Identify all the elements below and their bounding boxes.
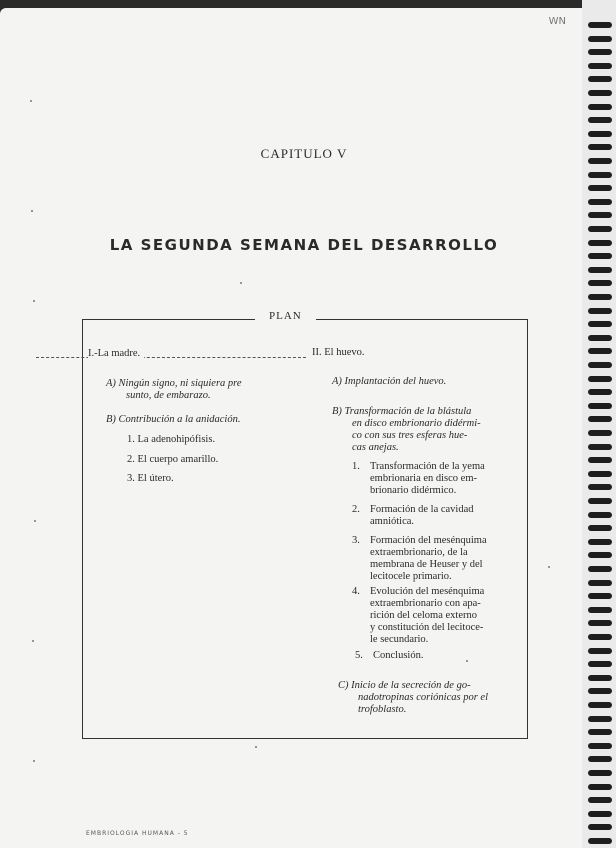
- spiral-coil: [588, 743, 612, 749]
- spiral-coil: [588, 811, 612, 817]
- spiral-coil: [588, 294, 612, 300]
- spiral-coil: [588, 348, 612, 354]
- right-c-line: C) Inicio de la secreción de go-: [338, 680, 471, 691]
- plan-label: PLAN: [255, 310, 316, 322]
- spiral-coil: [588, 702, 612, 708]
- scan-speck: [33, 300, 35, 302]
- scan-speck: [255, 746, 257, 748]
- spiral-coil: [588, 675, 612, 681]
- spiral-coil: [588, 226, 612, 232]
- left-item: 3. El útero.: [127, 473, 174, 484]
- spiral-coil: [588, 144, 612, 150]
- scan-speck: [32, 640, 34, 642]
- page-title: LA SEGUNDA SEMANA DEL DESARROLLO: [109, 236, 499, 254]
- spiral-coil: [588, 457, 612, 463]
- right-item-num: 1.: [352, 461, 360, 472]
- right-item-line: extraembrionario con apa-: [370, 598, 481, 609]
- page-mark: WN: [548, 16, 566, 27]
- spiral-coil: [588, 552, 612, 558]
- spiral-binding: [582, 0, 616, 848]
- right-item-line: le secundario.: [370, 634, 429, 645]
- right-b-line: B) Transformación de la blástula: [332, 406, 472, 417]
- spiral-coil: [588, 308, 612, 314]
- spiral-coil: [588, 376, 612, 382]
- spiral-coil: [588, 416, 612, 422]
- spiral-coil: [588, 389, 612, 395]
- right-item-line: Evolución del mesénquima: [370, 586, 485, 597]
- spiral-coil: [588, 661, 612, 667]
- right-item-line: Formación de la cavidad: [370, 504, 474, 515]
- spiral-coil: [588, 648, 612, 654]
- right-item-line: Conclusión.: [373, 650, 424, 661]
- footer-text: EMBRIOLOGIA HUMANA - 5: [86, 830, 189, 837]
- right-item-line: y constitución del lecitoce-: [370, 622, 484, 633]
- spiral-coil: [588, 756, 612, 762]
- spiral-coil: [588, 729, 612, 735]
- right-item-line: membrana de Heuser y del: [370, 559, 483, 570]
- spiral-coil: [588, 444, 612, 450]
- right-c-line: nadotropinas coriónicas por el: [358, 692, 488, 703]
- spiral-coil: [588, 838, 612, 844]
- spiral-coil: [588, 403, 612, 409]
- spiral-coil: [588, 525, 612, 531]
- right-item-line: amniótica.: [370, 516, 415, 527]
- right-b-line: en disco embrionario didérmi-: [352, 418, 481, 429]
- spiral-coil: [588, 512, 612, 518]
- right-b-line: cas anejas.: [352, 442, 399, 453]
- spiral-coil: [588, 280, 612, 286]
- right-item-num: 2.: [352, 504, 360, 515]
- spiral-coil: [588, 172, 612, 178]
- spiral-coil: [588, 797, 612, 803]
- left-heading: I.-La madre.: [88, 348, 144, 360]
- spiral-coil: [588, 362, 612, 368]
- right-item-num: 3.: [352, 535, 360, 546]
- spiral-coil: [588, 36, 612, 42]
- spiral-coil: [588, 580, 612, 586]
- spiral-coil: [588, 484, 612, 490]
- spiral-coil: [588, 539, 612, 545]
- spiral-coil: [588, 117, 612, 123]
- right-b-line: co con sus tres esferas hue-: [352, 430, 468, 441]
- spiral-coil: [588, 430, 612, 436]
- left-item: 2. El cuerpo amarillo.: [127, 454, 219, 465]
- spiral-coil: [588, 716, 612, 722]
- spiral-coil: [588, 158, 612, 164]
- spiral-coil: [588, 688, 612, 694]
- scan-speck: [33, 760, 35, 762]
- right-item-line: embrionaria en disco em-: [370, 473, 477, 484]
- spiral-coil: [588, 335, 612, 341]
- spiral-coil: [588, 321, 612, 327]
- spiral-coil: [588, 566, 612, 572]
- chapter-heading: CAPITULO V: [260, 146, 348, 161]
- right-a: A) Implantación del huevo.: [332, 376, 447, 387]
- right-heading: II. El huevo.: [312, 347, 365, 358]
- spiral-coil: [588, 90, 612, 96]
- spiral-coil: [588, 185, 612, 191]
- spiral-coil: [588, 498, 612, 504]
- spiral-coil: [588, 634, 612, 640]
- left-b: B) Contribución a la anidación.: [106, 414, 241, 425]
- spiral-coil: [588, 620, 612, 626]
- spiral-coil: [588, 131, 612, 137]
- right-item-line: Transformación de la yema: [370, 461, 485, 472]
- spiral-coil: [588, 267, 612, 273]
- right-item-num: 4.: [352, 586, 360, 597]
- left-a-line1: A) Ningún signo, ni siquiera pre: [106, 378, 242, 389]
- right-item-line: extraembrionario, de la: [370, 547, 468, 558]
- spiral-coil: [588, 104, 612, 110]
- right-item-line: rición del celoma externo: [370, 610, 477, 621]
- spiral-coil: [588, 49, 612, 55]
- right-item-line: brionario didérmico.: [370, 485, 457, 496]
- spiral-coil: [588, 471, 612, 477]
- spiral-coil: [588, 784, 612, 790]
- dashed-rule: [36, 357, 306, 358]
- spiral-coil: [588, 593, 612, 599]
- spiral-coil: [588, 212, 612, 218]
- spiral-coil: [588, 253, 612, 259]
- spiral-coil: [588, 240, 612, 246]
- right-item-line: lecitocele primario.: [370, 571, 452, 582]
- spiral-coil: [588, 199, 612, 205]
- left-a-line2: sunto, de embarazo.: [126, 390, 211, 401]
- spiral-coil: [588, 607, 612, 613]
- spiral-coil: [588, 76, 612, 82]
- scan-speck: [466, 660, 468, 662]
- scan-speck: [548, 566, 550, 568]
- right-item-num: 5.: [355, 650, 363, 661]
- right-item-line: Formación del mesénquima: [370, 535, 487, 546]
- spiral-coil: [588, 770, 612, 776]
- spiral-coil: [588, 824, 612, 830]
- scan-speck: [34, 520, 36, 522]
- left-item: 1. La adenohipófisis.: [127, 434, 216, 445]
- spiral-coil: [588, 63, 612, 69]
- right-c-line: trofoblasto.: [358, 704, 407, 715]
- scan-speck: [30, 100, 32, 102]
- scan-speck: [31, 210, 33, 212]
- scan-speck: [240, 282, 242, 284]
- spiral-coil: [588, 22, 612, 28]
